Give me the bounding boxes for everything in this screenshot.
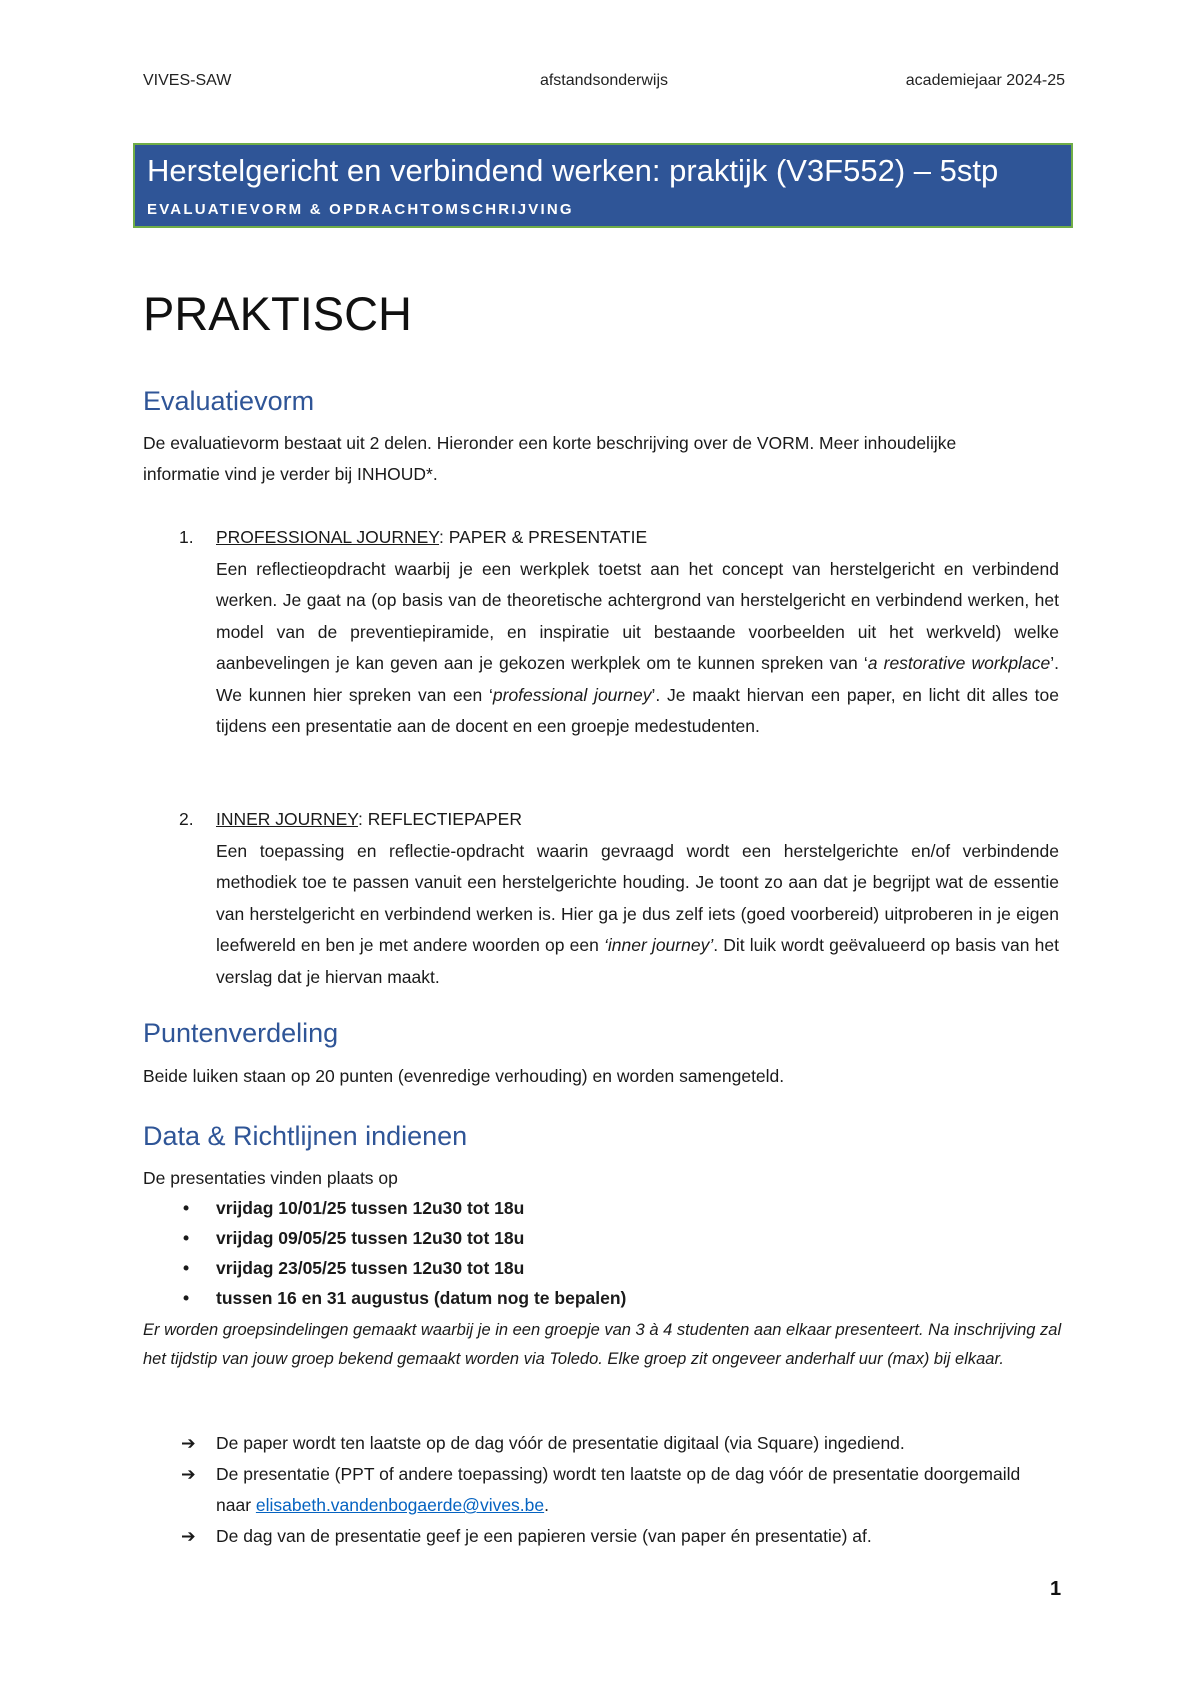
presentation-dates-list	[143, 1193, 1043, 1313]
groepsindeling-note: Er worden groepsindelingen gemaakt waarbij je in een groepje van 3 à 4 studenten aan elkaar presenteert. Na inschrijving zal het tijdstip van jouw groep bekend gemaakt worden via Toledo. Elke groep zit ongeveer anderhalf uur (max) bij elkaar.	[143, 1321, 1062, 1368]
evaluatievorm-intro: De evaluatievorm bestaat uit 2 delen. Hieronder een korte beschrijving over de VORM. Meer inhoudelijke informatie vind je verder bij INHOUD*.	[143, 433, 957, 484]
heading-data-richtlijnen: Data & Richtlijnen indienen	[143, 1121, 468, 1151]
item-text: ’. We kunnen hier spreken van een ‘	[216, 653, 1059, 705]
list-item: • vrijdag 09/05/25 tussen 12u30 tot 18u	[143, 1223, 1043, 1253]
arrow-right-icon: ➔	[181, 1433, 196, 1453]
course-banner	[133, 143, 1073, 228]
heading-puntenverdeling: Puntenverdeling	[143, 1018, 339, 1048]
presentaties-intro: De presentaties vinden plaats op	[143, 1168, 398, 1188]
page-header	[143, 72, 1065, 96]
list-item: • vrijdag 10/01/25 tussen 12u30 tot 18u	[143, 1193, 1043, 1223]
item-head-rest: : REFLECTIEPAPER	[357, 809, 522, 829]
list-item: • vrijdag 23/05/25 tussen 12u30 tot 18u	[143, 1253, 1043, 1283]
course-title: Herstelgericht en verbindend werken: praktijk (V3F552) – 5stp	[147, 153, 999, 188]
bullet-icon: •	[183, 1258, 190, 1278]
list-item: • tussen 16 en 31 augustus (datum nog te bepalen)	[143, 1283, 1043, 1313]
item-number: 2.	[179, 809, 194, 829]
item-text: ’. Je maakt hiervan een paper, en licht dit alles toe tijdens een presentatie aan de docent en een groepje medestudenten.	[216, 684, 1059, 736]
item-number: 1.	[179, 527, 194, 547]
page-number: 1	[1050, 1578, 1062, 1600]
email-link[interactable]: elisabeth.vandenbogaerde@vives.be	[255, 1495, 545, 1515]
course-subtitle: EVALUATIEVORM & OPDRACHTOMSCHRIJVING	[147, 201, 574, 218]
bullet-icon: •	[183, 1198, 190, 1218]
header-left: VIVES-SAW	[143, 72, 232, 89]
puntenverdeling-text: Beide luiken staan op 20 punten (evenredige verhouding) en worden samengeteld.	[143, 1066, 785, 1086]
arrow-right-icon: ➔	[181, 1464, 196, 1484]
bullet-icon: •	[183, 1228, 190, 1248]
heading-evaluatievorm: Evaluatievorm	[143, 386, 315, 416]
main-title: PRAKTISCH	[143, 287, 412, 340]
item-head-underlined: INNER JOURNEY	[216, 809, 358, 829]
header-center: afstandsonderwijs	[539, 72, 669, 89]
item-text: Een toepassing en reflectie-opdracht waarin gevraagd wordt een herstelgerichte en/of verbindende methodiek toe te passen vanuit een herstelgerichte houding. Je toont zo aan dat je begrijpt wat de essentie van herstelgericht en verbindend werken is. Hier ga je dus zelf iets (goed voorbereid) uitproberen in je eigen leefwereld en ben je met andere woorden op een	[216, 840, 1059, 955]
document-page: VIVES-SAW afstandsonderwijs academiejaar 2024-25 Herstelgericht en verbindend werken: praktijk (V3F552) – 5stp EVALUATIEVORM & OPDRACHTOMSCHRIJVING PRAKTISCH Evaluatievorm De evaluatievorm bestaat uit 2 delen. Hieronder een korte beschrijving over de VORM. Meer inhoudelijke informatie vind je verder bij INHOUD*. 1. PROFESSIONAL JOURNEY: PAPER & PRESENTATIE Een reflectieopdracht waarbij je een werkplek toetst aan het concept van herstelgericht en verbindend werken. Je gaat na (op basis van de theoretische achtergrond van herstelgericht en verbindend werken, het model van de preventiepiramide, en inspiratie uit bestaande voorbeelden uit het werkveld) welke aanbevelingen je kan geven aan je gekozen werkplek om te kunnen spreken van ‘a restorative workplace’. We kunnen hier spreken van een ‘professional journey’. Je maakt hiervan een paper, en licht dit alles toe tijdens een presentatie aan de docent en een groepje medestudenten. 2. INNER JOURNEY: REFLECTIEPAPER Een toepassing en reflectie-opdracht waarin gevraagd wordt een herstelgerichte en/of verbindende methodiek toe te passen vanuit een herstelgerichte houding. Je toont zo aan dat je begrijpt wat de essentie van herstelgericht en verbindend werken is. Hier ga je dus zelf iets (goed voorbereid) uitproberen in je eigen leefwereld en ben je met andere woorden op een ‘inner journey’. Dit luik wordt geëvalueerd op basis van het verslag dat je hiervan maakt. Puntenverdeling Beide luiken staan op 20 punten (evenredige verhouding) en worden samengeteld. Data & Richtlijnen indienen De presentaties vinden plaats op • vrijdag 10/01/25 tussen 12u30 tot 18u • vrijdag 09/05/25 tussen 12u30 tot 18u • vrijdag 23/05/25 tussen 12u30 tot 18u • tussen 16 en 31 augustus (datum nog te bepalen) Er worden groepsindelingen gemaakt waarbij je in een groepje van 3 à 4 studenten aan elkaar presenteert. Na inschrijving zal het tijdstip van jouw groep bekend gemaakt worden via Toledo. Elke groep zit ongeveer anderhalf uur (max) bij elkaar. ➔ De paper wordt ten laatste op de dag vóór de presentatie digitaal (via Square) ingediend. ➔ De presentatie (PPT of andere toepassing) wordt ten laatste op de dag vóór de presentatie doorgemaild naar elisabeth.vandenbogaerde@vives.be. ➔ De dag van de presentatie geef je een papieren versie (van paper én presentatie) af. 1	[0, 0, 1200, 1698]
bullet-icon: •	[183, 1288, 190, 1308]
item-head-rest: : PAPER & PRESENTATIE	[439, 527, 648, 547]
header-right: academiejaar 2024-25	[905, 72, 1065, 89]
item-head-underlined: PROFESSIONAL JOURNEY	[216, 527, 440, 547]
item-text-italic: professional journey	[492, 684, 652, 705]
item-text: . Dit luik wordt geëvalueerd op basis van het verslag dat je hiervan maakt.	[216, 935, 1060, 987]
item-text-italic: ‘inner journey’	[603, 935, 714, 955]
arrow-right-icon: ➔	[181, 1526, 196, 1546]
item-text: Een reflectieopdracht waarbij je een werkplek toetst aan het concept van herstelgericht en verbindend werken. Je gaat na (op basis van de theoretische achtergrond van herstelgericht en verbindend werken, het model van de preventiepiramide, en inspiratie uit bestaande voorbeelden uit het werkveld) welke aanbevelingen je kan geven aan je gekozen werkplek om te kunnen spreken van ‘	[216, 558, 1059, 673]
item-text-italic: a restorative workplace	[867, 653, 1051, 673]
